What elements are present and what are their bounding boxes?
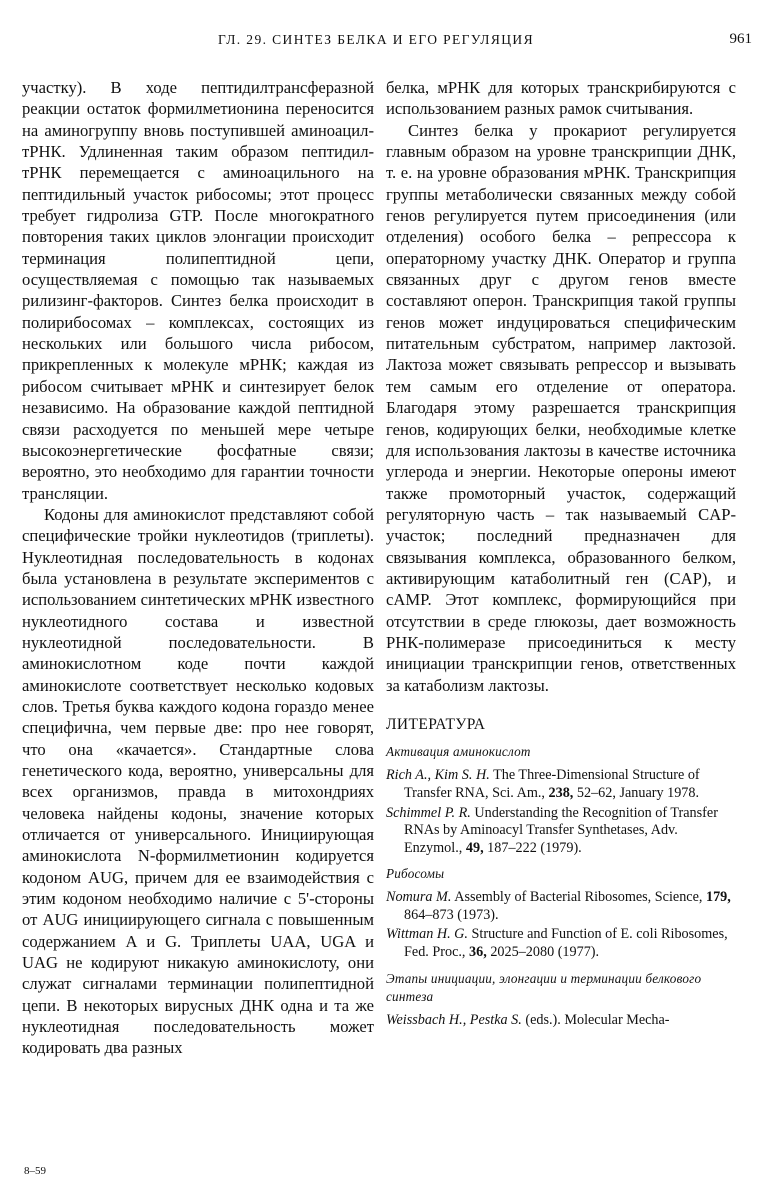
reference-item: [386, 926, 736, 961]
reference-pages: 187–222 (1979).: [487, 839, 582, 856]
reference-item: [386, 889, 736, 924]
reference-item: [386, 1012, 736, 1030]
reference-volume: 238,: [548, 784, 574, 801]
chapter-title: ГЛ. 29. СИНТЕЗ БЕЛКА И ЕГО РЕГУЛЯЦИЯ: [218, 32, 534, 47]
reference-title: The Three-Dimensional Structure of Transfer RNA, Sci. Am.,: [404, 767, 700, 801]
reference-item: [386, 767, 736, 802]
reference-authors: Rich A., Kim S. H.: [386, 767, 490, 784]
reference-title: Assembly of Bacterial Ribosomes, Science,: [454, 889, 703, 906]
literature-section-title: Этапы инициации, элонгации и терминации белкового синтеза: [386, 970, 702, 1004]
reference-authors: Schimmel P. R.: [386, 804, 471, 821]
reference-authors: Wittman H. G.: [386, 926, 468, 943]
reference-item: [386, 805, 736, 858]
reference-title: Understanding the Recognition of Transfer RNAs by Aminoacyl Transfer Synthetases, Adv. Enzymol.,: [404, 804, 718, 856]
reference-list: [386, 1012, 736, 1030]
body-paragraph: Синтез белка у прокариот регулируется главным образом на уровне транскрипции ДНК, т. е. на уровне образования мРНК. Транскрипция группы метаболически связанных между собой генов регулируется путем присоединения (или отделения) особого белка – репрессора к операторному участку ДНК. Оператор и группа связанных друг с другом генов вместе составляют оперон. Транскрипция такой группы генов может индуцироваться специфическим питательным субстратом, например лактозой. Лактоза может связывать репрессор и вызывать тем самым его отделение от оператора. Благодаря этому разрешается транскрипция генов, кодирующих белки, необходимые клетке для использования лактозы в качестве источника углерода и энергии. Некоторые опероны имеют также промоторный участок, содержащий регуляторную часть – так называемый CAP-участок; последний предназначен для связывания комплекса, образованного белком, активирующим катаболитный ген (CAP), и cAMP. Этот комплекс, формирующийся при отсутствии в среде глюкозы, дает возможность РНК-полимеразе присоединиться к месту инициации транскрипции генов, ответственных за катаболизм лактозы.: [386, 120, 736, 695]
left-column: [22, 77, 374, 1059]
reference-list: [386, 889, 736, 961]
literature-section-title: Активация аминокислот: [386, 744, 531, 760]
reference-pages: 2025–2080 (1977).: [490, 944, 600, 961]
right-column: [386, 77, 736, 1031]
reference-pages: 52–62, January 1978.: [576, 784, 700, 801]
reference-authors: Weissbach H., Pestka S.: [386, 1011, 522, 1028]
reference-title: (eds.). Molecular Mecha-: [525, 1011, 670, 1028]
printer-signature: 8–59: [24, 1165, 46, 1177]
body-paragraph: белка, мРНК для которых транскрибируются с использованием разных рамок считывания.: [386, 78, 736, 119]
reference-list: [386, 767, 736, 857]
reference-pages: 864–873 (1973).: [404, 906, 499, 923]
reference-volume: 36,: [469, 944, 487, 961]
reference-authors: Nomura M.: [386, 889, 452, 906]
running-header: [22, 30, 752, 54]
reference-title: Structure and Function of E. coli Ribosomes, Fed. Proc.,: [404, 926, 728, 961]
literature-section-title: Рибосомы: [386, 866, 445, 882]
literature-heading: ЛИТЕРАТУРА: [386, 715, 486, 733]
body-paragraph: участку). В ходе пептидилтрансферазной реакции остаток формилметионина переносится на аминогруппу вновь поступившей аминоацил-тРНК. Удлиненная таким образом пептидил-тРНК перемещается с аминоацильного на пептидильный участок рибосомы; этот процесс требует гидролиза GTP. После многократного повторения таких циклов элонгации происходит терминация полипептидной цепи, осуществляемая с помощью так называемых рилизинг-факторов. Синтез белка происходит в полирибосомах – комплексах, состоящих из нескольких или большого числа рибосом, прикрепленных к молекуле мРНК; каждая из рибосом считывает мРНК и синтезирует белок независимо. На образование каждой пептидной связи расходуется по меньшей мере четыре высокоэнергетические фосфатные связи; вероятно, это необходимо для гарантии точности трансляции.: [22, 78, 374, 503]
reference-volume: 179,: [705, 889, 731, 906]
body-paragraph: Кодоны для аминокислот представляют собой специфические тройки нуклеотидов (триплеты). Нуклеотидная последовательность в кодонах была установлена в результате экспериментов с использованием синтетических мРНК известного нуклеотидного состава и известной нуклеотидной последовательности. В аминокислотном коде почти каждой аминокислоте соответствует несколько кодовых слов. Третья буква каждого кодона гораздо менее специфична, чем первые две: про нее говорят, что она «качается». Стандартные слова генетического кода, вероятно, универсальны для всех организмов, правда в митохондриях человека найдены кодоны, значение которых отличается от универсального. Инициирующая аминокислота N-формилметионин кодируется кодоном AUG, причем для ее взаимодействия с этим кодоном необходимо наличие с 5'-стороны от AUG инициирующего сигнала с повышенным содержанием A и G. Триплеты UAA, UGA и UAG не кодируют никакую аминокислоту, они служат сигналами терминации полипептидной цепи. В некоторых вирусных ДНК одна и та же нуклеотидная последовательность может кодировать два разных: [22, 504, 374, 1058]
reference-volume: 49,: [465, 839, 484, 856]
page-number: 961: [729, 31, 752, 47]
